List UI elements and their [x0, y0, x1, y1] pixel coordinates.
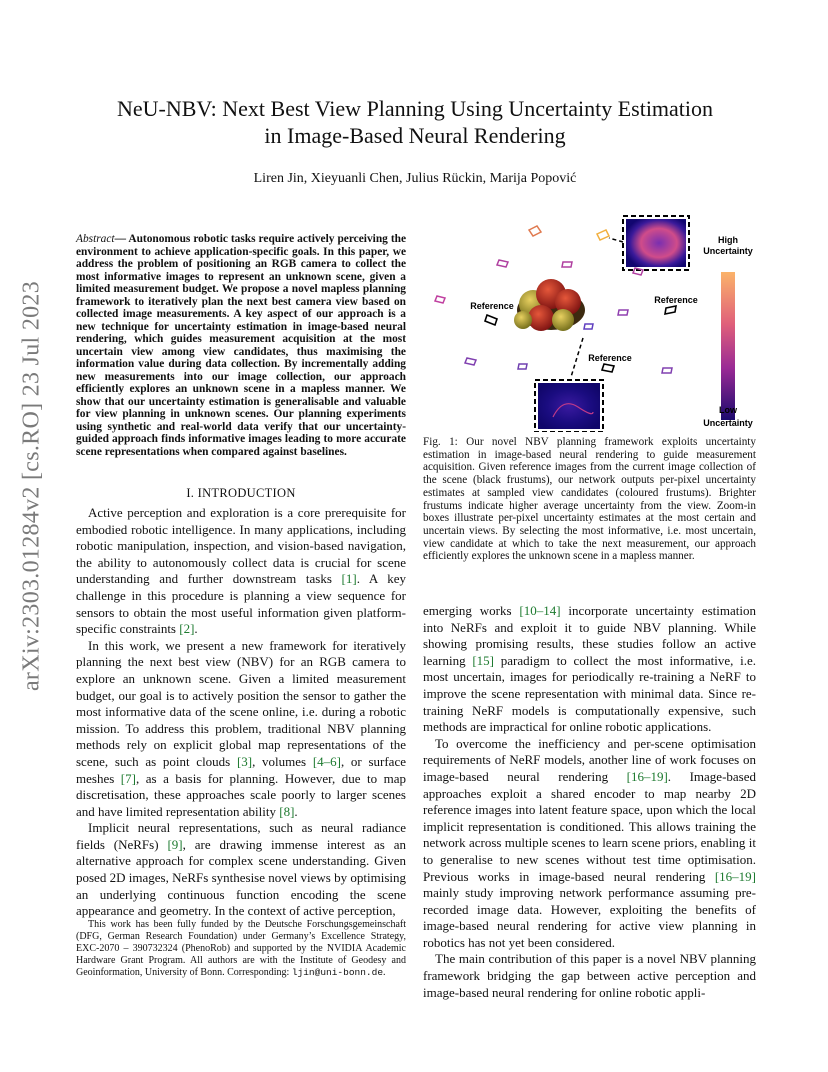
figure-caption: Fig. 1: Our novel NBV planning framework exploits uncertainty estimation in image-based neural rendering to guide measurement acquisition. Given reference images from the current image collection of the scene (black frustums), our network outputs per-pixel uncertainty estimates at sampled view candidates (coloured frustums). Brighter frustums indicate higher average uncertainty from the view. Zoom-in boxes illustrate per-pixel uncertainty estimates at the most certain and uncertain views. By selecting the most informative, i.e. most uncertain, view candidate at which to take the next measurement, our approach efficiently explores the unknown scene in a mapless manner.: [423, 436, 756, 563]
intro-left-column: [76, 505, 406, 920]
arxiv-sidebar: [18, 280, 46, 692]
label-high-uncertainty: Uncertainty: [703, 246, 753, 256]
citation-link[interactable]: [10–14]: [519, 603, 561, 618]
text-run: emerging works: [423, 603, 520, 618]
uncertainty-map-high: [626, 219, 686, 267]
text-run: Active perception and exploration is a core prerequisite for embodied robotic intelligence. In many applications, including robotic manipulation, inspection, and vision-based navigation, the ability to autonomously collect data is crucial for scene understanding and further downstream tasks: [76, 505, 406, 587]
label-reference-left: Reference: [470, 301, 514, 311]
text-run: , as a basis for planning. However, due to map discretisation, these approaches scale poorly to larger scenes and have limited representation ability: [76, 770, 406, 819]
text-run: . A key challenge in this procedure is planning a view sequence for sensors to obtain the most useful information given platform-specific constraints: [76, 571, 406, 637]
arxiv-id: arXiv:2303.01284v2 [cs.RO] 23 Jul 2023: [18, 280, 45, 692]
text-run: , or surface meshes: [76, 753, 406, 786]
figure-illustration: [423, 212, 763, 432]
footnote-text: [76, 919, 406, 979]
figure-1: [423, 212, 763, 432]
label-high: High: [718, 235, 738, 245]
intro-paragraph-2: [76, 638, 406, 821]
text-run: This work has been fully funded by the Deutsche Forschungsgemeinschaft (DFG, German Research Foundation) under Germany’s Excellence Strategy, EXC-2070 – 390732324 (PhenoRob) and supported by the NVIDIA Academic Hardware Grant Program. All authors are with the Institute of Geodesy and Geoinformation, University of Bonn. Corresponding:: [76, 919, 406, 978]
title-line-2: in Image-Based Neural Rendering: [264, 123, 566, 148]
section-heading: I. INTRODUCTION: [186, 486, 296, 500]
citation-link[interactable]: [1]: [341, 571, 357, 587]
intro-paragraph-3: [76, 820, 406, 920]
text-run: .: [194, 621, 198, 637]
citation-link[interactable]: [4–6]: [312, 753, 341, 769]
text-run: To overcome the inefficiency and per-scene optimisation requirements of NeRF models, another line of work focuses on image-based neural rendering: [423, 735, 756, 784]
citation-link[interactable]: [15]: [472, 652, 495, 668]
label-reference-right: Reference: [654, 295, 698, 305]
text-run: In this work, we present a new framework for iteratively planning the next best view (NBV) for an RGB camera to explore an unknown scene. Given a limited measurement budget, our goal is to actively position the sensor to gather the most informative data of the scene online, i.e. during a robotic mission. To address this problem, traditional NBV planning methods rely on explicit global map representations of the scene, such as point clouds: [76, 637, 406, 769]
text-run: Implicit neural representations, such as neural radiance fields (NeRFs): [76, 820, 406, 852]
citation-link[interactable]: [3]: [236, 753, 253, 769]
intro-right-column: [423, 603, 756, 1001]
abstract-text: — Autonomous robotic tasks require actively perceiving the environment to achieve application-specific goals. In this paper, we address the problem of positioning an RGB camera to collect the most informative images to represent an unknown scene, given a limited measurement budget. We propose a novel mapless planning framework to iteratively plan the next best camera view based on collected image measurements. A key aspect of our approach is a new technique for uncertainty estimation in image-based neural rendering, which guides measurement acquisition at the most uncertain view among view candidates, thus maximising the information value during data collection. By incrementally adding new measurements into our image collection, our approach efficiently explores an unknown scene in a mapless manner. We show that our uncertainty estimation is generalisable and valuable for view planning in unknown scenes. Our planning experiments using synthetic and real-world data verify that our uncertainty-guided approach finds informative images leading to more accurate scene representations when compared against baselines.: [76, 233, 406, 458]
label-low: Low: [719, 405, 737, 415]
text-run: .: [383, 967, 386, 978]
abstract: [76, 233, 406, 458]
citation-link[interactable]: [2]: [179, 621, 195, 637]
right-paragraph-2: [423, 736, 756, 952]
citation-link[interactable]: [16–19]: [626, 768, 668, 784]
paper-title: [80, 95, 750, 149]
text-run: . Image-based approaches exploit a shared encoder to map nearby 2D reference images into latent feature space, upon which the local implicit representation is conditioned. This allows training the network across multiple scenes to learn scene priors, enabling it to generalise to new scenes without test time optimisation. Previous works in image-based neural rendering: [423, 768, 756, 884]
text-run: incorporate uncertainty estimation into NeRFs and exploit it to guide NBV planning. While showing promising results, these studies follow an active learning: [423, 603, 757, 668]
title-line-1: NeU-NBV: Next Best View Planning Using Uncertainty Estimation: [116, 96, 714, 121]
fruit-scene: [514, 279, 585, 331]
connector-line: [571, 338, 583, 377]
citation-link[interactable]: [9]: [167, 836, 183, 852]
text-run: .: [294, 803, 298, 819]
footnote: [76, 919, 406, 979]
text-run: paradigm to collect the most informative, i.e. most uncertain, images for periodically re-training a NeRF to improve the scene representation with minimal data. Since re-training NeRF models is computationally expensive, such methods are impractical for online robotic applications.: [423, 652, 757, 735]
citation-link[interactable]: [8]: [279, 803, 295, 819]
label-reference-bottom: Reference: [588, 353, 632, 363]
email-link[interactable]: ljin@uni-bonn.de: [291, 967, 384, 978]
authors: Liren Jin, Xieyuanli Chen, Julius Rückin, Marija Popović: [253, 171, 577, 186]
right-paragraph-3: The main contribution of this paper is a novel NBV planning framework bridging the gap between active perception and image-based neural rendering for online robotic appli-: [423, 951, 756, 1000]
text-run: , are drawing immense interest as an alternative approach for complex scene understanding. Given posed 2D images, NeRFs synthesise novel views by optimising an underlying continuous function encoding the scene appearance and geometry. In the context of active perception,: [76, 836, 406, 919]
text-run: mainly study improving network performance assuming pre-recorded image data. However, exploiting the benefits of image-based neural rendering for active view planning in robotics has not yet been considered.: [423, 885, 756, 950]
uncertainty-map-low: [538, 383, 600, 429]
abstract-label: Abstract: [76, 233, 115, 245]
citation-link[interactable]: [16–19]: [714, 868, 756, 884]
intro-paragraph-1: [76, 505, 406, 638]
connector-line: [609, 238, 623, 242]
citation-link[interactable]: [7]: [120, 770, 136, 786]
uncertainty-colorbar: [721, 272, 735, 420]
right-paragraph-1: [423, 603, 756, 736]
label-low-uncertainty: Uncertainty: [703, 418, 753, 428]
text-run: , volumes: [252, 753, 313, 769]
